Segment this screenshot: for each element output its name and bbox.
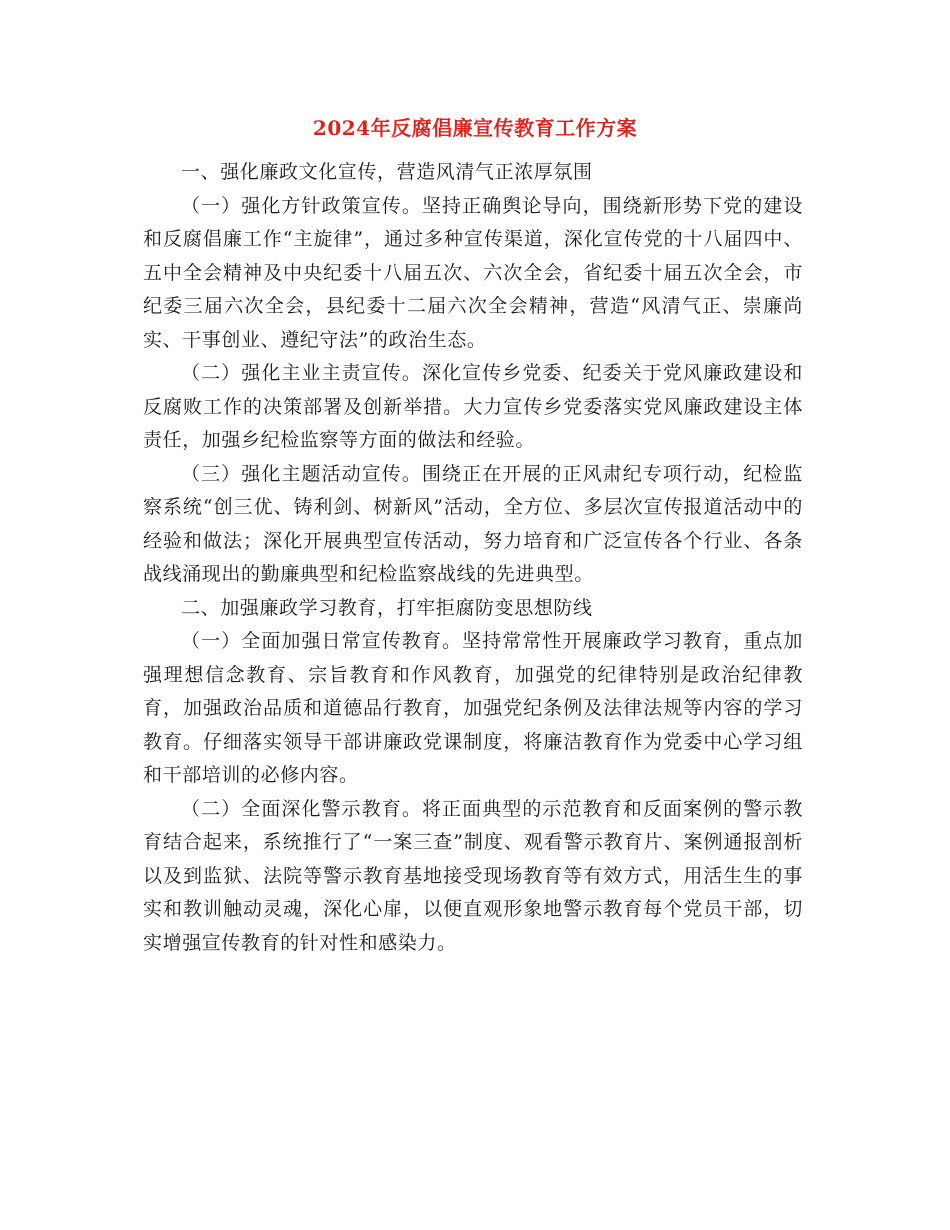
paragraph-2-2: （二）全面深化警示教育。将正面典型的示范教育和反面案例的警示教育结合起来，系统推行了“一案三查”制度、观看警示教育片、案例通报剖析以及到监狱、法院等警示教育基地接受现场教育等有效方式，用活生生的事实和教训触动灵魂，深化心扉，以便直观形象地警示教育每个党员干部，切实增强宣传教育的针对性和感染力。 [143,797,803,954]
section-heading-1: 一、强化廉政文化宣传，营造风清气正浓厚氛围 [181,161,593,183]
paragraph-1-1: （一）强化方针政策宣传。坚持正确舆论导向，围绕新形势下党的建设和反腐倡廉工作“主旋律”，通过多种宣传渠道，深化宣传党的十八届四中、五中全会精神及中央纪委十八届五次、六次全会，省纪委十届五次全会，市纪委三届六次全会，县纪委十二届六次全会精神，营造“风清气正、崇廉尚实、干事创业、遵纪守法”的政治生态。 [143,194,803,351]
section-heading-2: 二、加强廉政学习教育，打牢拒腐防变思想防线 [181,596,593,619]
paragraph-2-1: （一）全面加强日常宣传教育。坚持常常性开展廉政学习教育，重点加强理想信念教育、宗旨教育和作风教育，加强党的纪律特别是政治纪律教育，加强政治品质和道德品行教育，加强党纪条例及法律法规等内容的学习教育。仔细落实领导干部讲廉政党课制度，将廉洁教育作为党委中心学习组和干部培训的必修内容。 [143,630,803,786]
document-body [143,156,803,960]
document-title: 2024年反腐倡廉宣传教育工作方案 [312,116,638,140]
paragraph-1-3: （三）强化主题活动宣传。围绕正在开展的正风肃纪专项行动，纪检监察系统“创三优、铸利剑、树新风”活动，全方位、多层次宣传报道活动中的经验和做法；深化开展典型宣传活动，努力培育和广泛宣传各个行业、各条战线涌现出的勤廉典型和纪检监察战线的先进典型。 [143,462,803,585]
paragraph-1-2: （二）强化主业主责宣传。深化宣传乡党委、纪委关于党风廉政建设和反腐败工作的决策部署及创新举措。大力宣传乡党委落实党风廉政建设主体责任，加强乡纪检监察等方面的做法和经验。 [143,362,803,451]
